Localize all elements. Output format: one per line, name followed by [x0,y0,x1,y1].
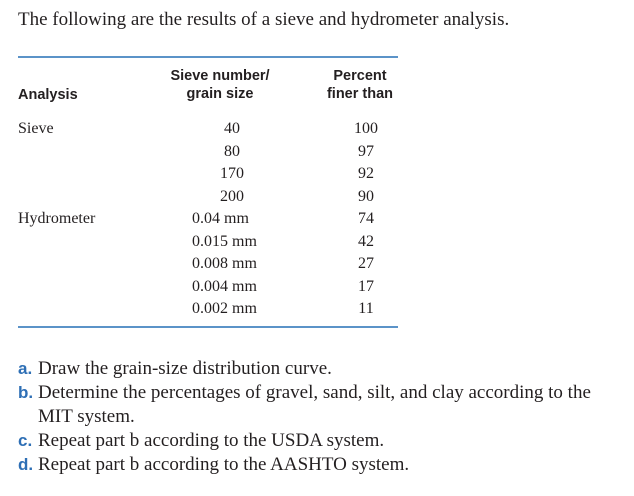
question-label: d. [18,455,34,474]
cell-grain-size: 0.004 mm [192,277,257,295]
table-row [0,141,634,163]
header-analysis: Analysis [18,87,78,103]
cell-percent-finer: 27 [358,255,374,272]
question-a [18,357,628,381]
table-row [0,118,634,140]
question-label: b. [18,383,34,402]
cell-percent-finer: 74 [358,210,374,227]
header-percent-line2: finer than [326,86,394,102]
header-sieve-line1: Sieve number/ [170,68,270,84]
cell-grain-size: 0.04 mm [192,210,249,227]
question-label: a. [18,359,33,378]
problem-intro: The following are the results of a sieve and hydrometer analysis. [18,9,510,30]
question-text: Repeat part b according to the USDA system. [38,430,385,451]
table-row [0,253,634,275]
cell-analysis: Sieve [18,120,54,137]
table-bottom-rule [18,326,398,328]
cell-percent-finer: 90 [358,187,374,205]
table-row [0,186,634,208]
table-row [0,298,634,320]
cell-percent-finer: 11 [358,300,374,317]
question-text: Repeat part b according to the AASHTO system. [38,454,410,475]
table-top-rule [18,56,398,58]
table-row [0,163,634,185]
question-text: Determine the percentages of gravel, sand, silt, and clay according to the MIT system. [38,382,591,427]
cell-percent-finer: 100 [354,120,378,137]
question-list [18,357,628,477]
table-row [0,231,634,253]
table-row [0,276,634,298]
header-percent-finer [315,67,405,103]
cell-percent-finer: 92 [358,165,374,182]
header-percent-line1: Percent [333,68,387,84]
cell-percent-finer: 42 [358,232,374,250]
cell-grain-size: 200 [220,187,244,205]
cell-analysis: Hydrometer [18,210,96,227]
cell-grain-size: 80 [224,142,240,160]
table-row [0,208,634,230]
question-b [18,381,628,429]
question-d [18,453,628,477]
cell-grain-size: 170 [220,165,244,182]
header-sieve-number [150,67,290,103]
cell-grain-size: 0.002 mm [192,300,257,317]
question-c [18,429,628,453]
cell-grain-size: 0.008 mm [192,255,257,272]
header-sieve-line2: grain size [186,86,254,102]
cell-percent-finer: 17 [358,277,374,295]
question-text: Draw the grain-size distribution curve. [38,358,332,379]
question-label: c. [18,431,33,450]
cell-percent-finer: 97 [358,142,374,160]
cell-grain-size: 0.015 mm [192,232,257,250]
cell-grain-size: 40 [224,120,240,137]
